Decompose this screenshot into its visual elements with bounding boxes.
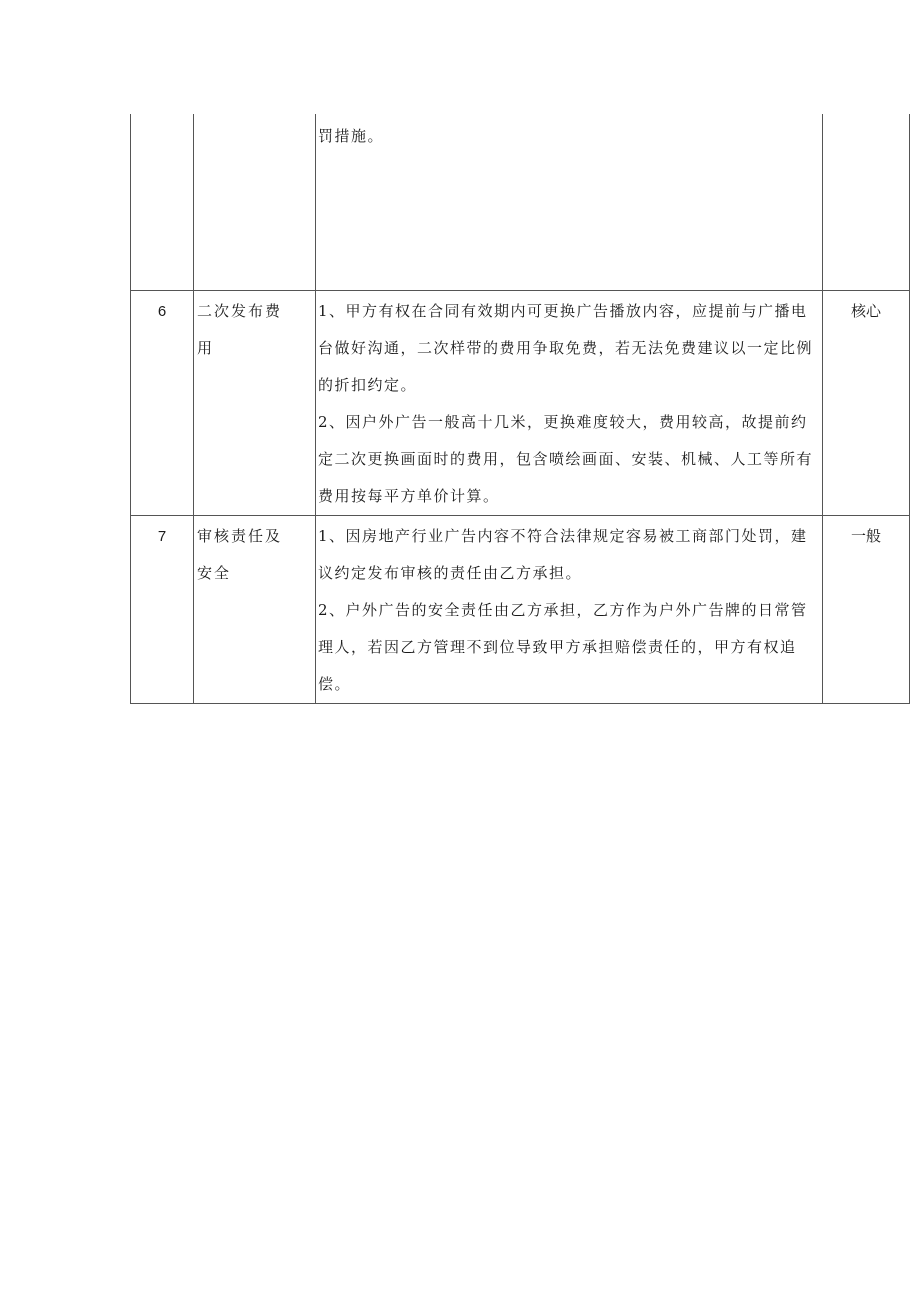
content-paragraph: 1、甲方有权在合同有效期内可更换广告播放内容，应提前与广播电台做好沟通，二次样带的费用争取免费，若无法免费建议以一定比例的折扣约定。	[318, 301, 814, 394]
table-row	[131, 290, 910, 515]
table-row	[131, 515, 910, 703]
item-label: 审核责任及安全	[197, 526, 283, 582]
content-paragraph: 2、户外广告的安全责任由乙方承担，乙方作为户外广告牌的日常管理人，若因乙方管理不到位导致甲方承担赔偿责任的，甲方有权追偿。	[318, 600, 808, 693]
item-cell	[194, 290, 316, 515]
content-paragraph: 罚措施。	[318, 127, 385, 145]
item-cell	[194, 515, 316, 703]
level-cell	[823, 290, 910, 515]
level-label: 一般	[850, 526, 881, 545]
content-paragraph: 2、因户外广告一般高十几米，更换难度较大，费用较高，故提前约定二次更换画面时的费用，包含喷绘画面、安装、机械、人工等所有费用按每平方单价计算。	[318, 412, 814, 505]
table-row	[131, 114, 910, 290]
risk-table	[130, 114, 910, 704]
item-cell	[194, 114, 316, 290]
content-paragraph: 1、因房地产行业广告内容不符合法律规定容易被工商部门处罚，建议约定发布审核的责任由乙方承担。	[318, 526, 808, 582]
content-cell	[316, 290, 823, 515]
row-number: 7	[157, 527, 167, 545]
level-cell	[823, 114, 910, 290]
row-number-cell	[131, 515, 194, 703]
level-cell	[823, 515, 910, 703]
row-number-cell	[131, 290, 194, 515]
content-cell	[316, 515, 823, 703]
row-number-cell	[131, 114, 194, 290]
content-cell	[316, 114, 823, 290]
row-number: 6	[157, 302, 167, 320]
level-label: 核心	[850, 301, 881, 320]
item-label: 二次发布费用	[197, 301, 283, 357]
